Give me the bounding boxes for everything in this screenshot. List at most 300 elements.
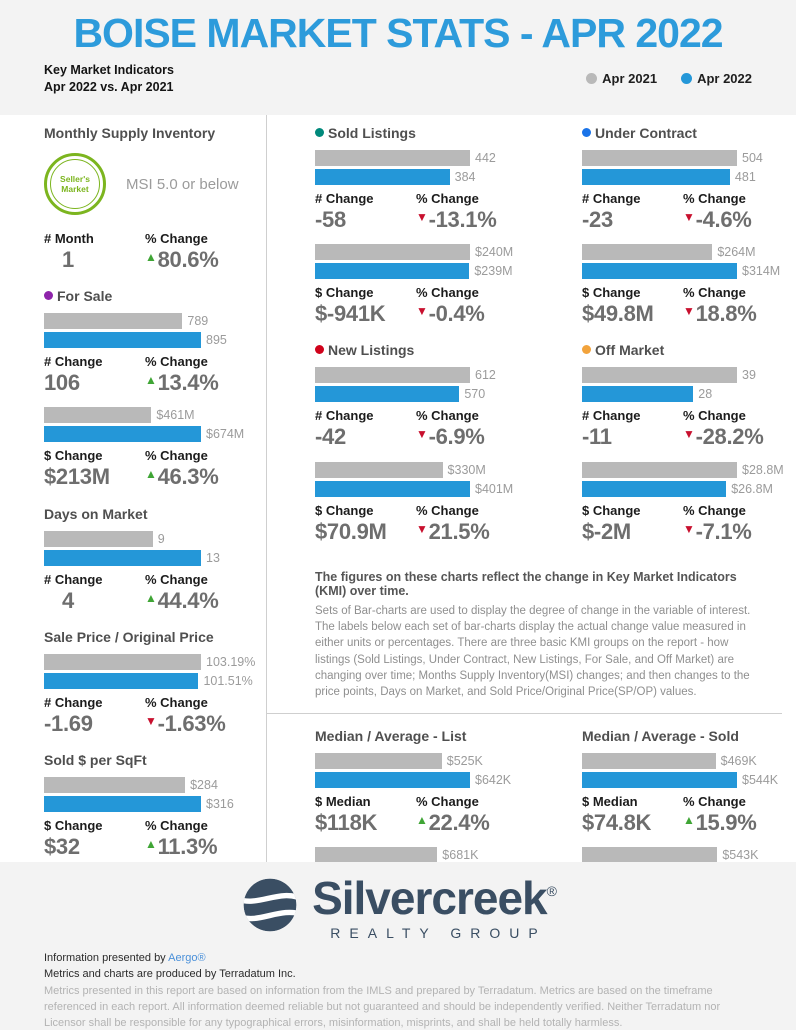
stat-change — [582, 285, 683, 326]
bar-chart — [582, 150, 782, 232]
stat-change — [145, 448, 266, 489]
stat-label: $ Change — [582, 285, 641, 301]
bar-apr-2022 — [582, 772, 737, 788]
bar-apr-2022 — [44, 673, 198, 689]
stat-value — [44, 371, 145, 395]
bar-row — [44, 796, 234, 812]
bar-value-label: $28.8M — [742, 462, 784, 477]
stat-label: # Month — [44, 231, 94, 246]
stat-change — [683, 285, 782, 326]
section-days-on-market — [44, 506, 266, 613]
logo-text-block — [312, 874, 556, 941]
stat-value — [683, 520, 782, 544]
change-arrow-down-icon: ▼ — [145, 713, 157, 728]
stat-value-text: -0.4% — [428, 301, 485, 327]
bar-apr-2022 — [315, 386, 459, 402]
bar-chart — [44, 654, 266, 736]
stat-value — [145, 465, 266, 489]
stat-value-text: -58 — [315, 207, 346, 232]
bar-value-label: $469K — [720, 753, 757, 768]
bar-value-label: $239M — [474, 264, 513, 279]
stat-change — [44, 818, 145, 859]
bar-row — [44, 313, 209, 329]
bar-row — [582, 169, 756, 185]
bar-chart — [582, 847, 782, 862]
stats-row — [44, 572, 266, 613]
change-arrow-down-icon: ▼ — [416, 304, 428, 319]
stat-value-text: -13.1% — [428, 207, 497, 232]
bar-chart — [315, 244, 515, 326]
bar-row — [44, 426, 245, 442]
disclaimer-text: Metrics presented in this report are based on information from the IMLS and prepared by Terradatum. Metrics are based on the timeframe referenced in each report. All information deemed reliable but not guaranteed and should be independently verified. Neither Terradatum nor Licensor shall be responsible for any typographical errors, misinformation, misprints, and shall be held totally harmless. — [44, 985, 721, 1030]
info-presented-line: Information presented by Aergo® — [44, 952, 206, 965]
stat-value-text: $32 — [44, 833, 80, 859]
stats-row — [315, 503, 515, 544]
stat-change — [145, 695, 266, 736]
bar-apr-2021 — [582, 150, 737, 166]
section-title-row — [44, 125, 266, 141]
stat-value — [683, 811, 782, 835]
stat-value — [44, 712, 145, 736]
msi-badge-row — [44, 153, 266, 215]
footer-lines — [44, 951, 752, 1030]
section-title-row — [582, 728, 782, 744]
bar-row — [582, 462, 784, 478]
legend-dot-apr-2022-icon — [681, 73, 692, 84]
bar-row — [315, 481, 514, 497]
bar-apr-2021 — [44, 654, 201, 670]
bar-apr-2022 — [582, 386, 693, 402]
bar-value-label: 13 — [206, 550, 220, 565]
stat-label: # Change — [315, 191, 374, 206]
bar-value-label: $401M — [475, 481, 514, 496]
stat-label: $ Change — [44, 817, 103, 833]
brand-subtitle: REALTY GROUP — [330, 925, 547, 942]
new-listings-dot-icon — [315, 345, 324, 354]
bar-row — [315, 753, 483, 769]
under-contract-dot-icon — [582, 128, 591, 137]
bar-chart — [315, 753, 515, 835]
sellers-market-badge-label — [50, 159, 100, 209]
kmi-row — [44, 62, 752, 96]
stat-value-text: $213M — [44, 464, 110, 490]
stat-value-text: 1 — [62, 247, 74, 272]
stat-value — [315, 302, 416, 326]
section-title: Off Market — [595, 342, 665, 359]
section-off-market — [582, 342, 782, 543]
section-title: For Sale — [57, 288, 113, 305]
bar-row — [315, 772, 512, 788]
section-title: Days on Market — [44, 505, 148, 522]
badge-line2: Market — [61, 184, 89, 194]
bar-row — [44, 654, 256, 670]
bar-row — [315, 244, 514, 260]
stat-change — [416, 285, 515, 326]
bar-value-label: 895 — [206, 333, 227, 348]
stat-value — [582, 811, 683, 835]
brand-name: Silvercreek® — [312, 872, 556, 924]
stat-value-text: -4.6% — [695, 207, 752, 232]
bar-chart — [582, 462, 782, 544]
stat-value — [44, 465, 145, 489]
stat-value — [315, 208, 416, 232]
bar-value-label: 504 — [742, 151, 763, 165]
silvercreek-logo — [44, 874, 752, 941]
stat-value-text: 46.3% — [157, 464, 219, 490]
bar-value-label: $264M — [717, 245, 756, 260]
bar-apr-2022 — [582, 169, 730, 185]
bar-row — [315, 847, 479, 862]
stat-label: % Change — [683, 502, 746, 518]
legend — [586, 71, 752, 86]
stat-change — [44, 572, 145, 613]
change-arrow-up-icon: ▲ — [145, 250, 157, 264]
section-title-row — [315, 728, 515, 744]
stat-value-text: 80.6% — [157, 247, 219, 272]
bar-apr-2022 — [44, 796, 201, 812]
produced-line: Metrics and charts are produced by Terradatum Inc. — [44, 968, 296, 981]
bar-value-label: 789 — [187, 314, 209, 329]
legend-item-apr-2021 — [586, 71, 657, 86]
badge-line1: Seller's — [60, 173, 90, 184]
bar-value-label: $284 — [190, 777, 218, 792]
stat-value — [315, 811, 416, 835]
bar-value-label: $674M — [206, 427, 245, 442]
change-arrow-down-icon: ▼ — [683, 427, 695, 442]
bar-value-label: 9 — [157, 531, 165, 546]
section-title: Sold $ per SqFt — [44, 751, 147, 768]
msi-caption: MSI 5.0 or below — [126, 175, 239, 193]
change-arrow-up-icon: ▲ — [145, 590, 157, 605]
section-new-listings — [315, 342, 515, 543]
bar-chart — [44, 313, 266, 395]
change-arrow-down-icon: ▼ — [683, 304, 695, 319]
section-monthly-supply-inventory — [44, 125, 266, 272]
stat-value-text: 22.4% — [428, 809, 490, 835]
page-title: BOISE MARKET STATS - APR 2022 — [73, 10, 723, 56]
stat-value-text: -1.69 — [44, 710, 93, 736]
bar-apr-2022 — [44, 550, 201, 566]
bottom-chart-grid — [267, 713, 782, 862]
median-list-column — [315, 728, 515, 862]
stats-row — [582, 285, 782, 326]
stat-label: % Change — [145, 817, 208, 833]
bar-apr-2021 — [582, 367, 737, 383]
section-title: Monthly Supply Inventory — [44, 125, 216, 141]
stat-change — [683, 191, 782, 232]
stat-value — [416, 425, 515, 449]
bar-chart — [44, 407, 266, 489]
stat-label: % Change — [416, 793, 479, 809]
stat-value — [416, 302, 515, 326]
stat-value — [683, 425, 782, 449]
for-sale-dot-icon — [44, 291, 53, 300]
section-title-row — [315, 342, 515, 358]
middle-column — [315, 125, 515, 560]
stats-row — [315, 191, 515, 232]
stat-change — [683, 408, 782, 449]
stats-row — [44, 818, 266, 859]
bar-row — [582, 244, 756, 260]
stat-value — [44, 835, 145, 859]
stats-row — [44, 354, 266, 395]
stat-change — [315, 408, 416, 449]
stat-change — [145, 231, 266, 272]
bar-apr-2022 — [582, 481, 726, 497]
section-title-row — [44, 752, 266, 768]
section-median-average-sold — [582, 728, 782, 862]
section-title-row — [315, 125, 515, 141]
section-title-row — [582, 342, 782, 358]
bar-row — [44, 531, 201, 547]
stat-change — [683, 794, 782, 835]
section-title: Median / Average - Sold — [582, 727, 739, 744]
stats-row — [582, 794, 782, 835]
bar-row — [315, 367, 496, 383]
bar-value-label: 103.19% — [206, 654, 256, 669]
stat-change — [44, 448, 145, 489]
change-arrow-up-icon: ▲ — [145, 373, 157, 388]
stat-change — [315, 285, 416, 326]
bar-value-label: $544K — [742, 772, 779, 787]
bar-value-label: $642K — [475, 772, 512, 787]
stat-label: % Change — [683, 191, 746, 206]
bar-value-label: 612 — [475, 368, 496, 383]
bar-value-label: 28 — [698, 387, 713, 402]
stat-value — [582, 425, 683, 449]
stat-value — [582, 302, 683, 326]
bar-row — [582, 753, 757, 769]
bar-value-label: 101.51% — [203, 673, 253, 688]
stat-change — [416, 408, 515, 449]
stat-change — [315, 191, 416, 232]
bar-apr-2021 — [582, 244, 712, 260]
change-arrow-up-icon: ▲ — [145, 467, 157, 482]
section-title-row — [44, 288, 266, 304]
bar-row — [582, 847, 759, 862]
stat-value — [683, 302, 782, 326]
stat-label: % Change — [683, 285, 746, 301]
stat-value — [44, 589, 145, 613]
bar-row — [582, 481, 773, 497]
bar-value-label: $240M — [475, 245, 514, 260]
stat-label: # Change — [44, 694, 103, 710]
bar-chart — [582, 244, 782, 326]
stat-label: % Change — [145, 231, 208, 246]
stat-label: % Change — [416, 285, 479, 301]
stat-value-text: -6.9% — [428, 424, 485, 450]
bar-apr-2022 — [315, 169, 450, 185]
legend-label-apr-2021: Apr 2021 — [602, 71, 658, 87]
bar-row — [44, 332, 227, 348]
description-body: Sets of Bar-charts are used to display the degree of change in the variable of interest. The labels below each set of bar-charts display the actual change value measured in either units or percentages. There are three basic KMI groups on the report - how listings (Sold Listings, Under Contract, New Listings, For Sale, and Off Market) are changing over time; Months Supply Inventory(MSI) changes; and then changes to the price points, Days on Market, and Sold Price/Original Price(SP/OP) values. — [315, 604, 751, 699]
stat-value-text: $70.9M — [315, 518, 387, 544]
bar-chart — [44, 531, 266, 613]
right-column — [582, 125, 782, 560]
stat-value-text: $49.8M — [582, 301, 654, 327]
stat-change — [44, 695, 145, 736]
silvercreek-globe-icon — [240, 875, 300, 940]
stat-value-text: 15.9% — [695, 809, 757, 835]
stat-label: $ Median — [315, 793, 371, 809]
change-arrow-down-icon: ▼ — [416, 427, 428, 442]
bar-chart — [315, 150, 515, 232]
stat-change — [416, 503, 515, 544]
stat-change — [416, 191, 515, 232]
bar-apr-2021 — [582, 753, 716, 769]
kmi-subtitle-line2: Apr 2022 vs. Apr 2021 — [44, 79, 174, 94]
stat-value — [582, 520, 683, 544]
bar-row — [582, 150, 763, 166]
content-area — [0, 115, 796, 862]
stat-value — [44, 248, 145, 272]
bar-value-label: 384 — [454, 170, 476, 184]
stat-change — [582, 191, 683, 232]
bar-row — [582, 367, 756, 383]
stat-label: # Change — [582, 408, 641, 424]
bar-apr-2021 — [315, 753, 442, 769]
section-title: Sale Price / Original Price — [44, 628, 214, 645]
stat-value-text: $-2M — [582, 518, 631, 544]
section-under-contract — [582, 125, 782, 326]
bar-value-label: $314M — [742, 264, 781, 279]
bar-apr-2022 — [315, 481, 470, 497]
bar-apr-2021 — [582, 847, 717, 862]
stat-label: % Change — [683, 408, 746, 424]
description-heading: The figures on these charts reflect the change in Key Market Indicators (KMI) over time. — [315, 569, 737, 598]
stat-change — [416, 794, 515, 835]
bar-value-label: 39 — [742, 368, 756, 383]
bar-value-label: 442 — [475, 151, 496, 165]
stat-value-text: 11.3% — [157, 833, 218, 859]
legend-dot-apr-2021-icon — [586, 73, 597, 84]
bar-chart — [315, 462, 515, 544]
stat-label: # Change — [315, 408, 374, 424]
stats-row — [315, 408, 515, 449]
bar-row — [44, 550, 220, 566]
stat-value — [582, 208, 683, 232]
stat-label: $ Change — [315, 502, 374, 518]
stat-median — [315, 794, 416, 835]
bar-row — [582, 386, 737, 402]
stat-value — [145, 248, 266, 272]
stat-value-text: $118K — [315, 809, 378, 835]
legend-item-apr-2022 — [681, 71, 752, 86]
sellers-market-badge-icon — [44, 153, 106, 215]
kmi-subtitle-line1: Key Market Indicators — [44, 63, 174, 78]
bar-chart — [315, 367, 515, 449]
section-sold-listings — [315, 125, 515, 326]
section-title-row — [44, 506, 266, 522]
stat-value-text: -42 — [315, 424, 346, 450]
bar-row — [315, 169, 476, 185]
stat-label: $ Change — [582, 502, 641, 518]
bar-value-label: $330M — [447, 462, 486, 477]
stat-label: % Change — [145, 354, 208, 370]
bar-chart — [315, 847, 515, 862]
aergo-link[interactable]: Aergo® — [168, 952, 206, 965]
description-block — [315, 570, 753, 701]
stat-label: $ Median — [582, 793, 638, 809]
change-arrow-down-icon: ▼ — [683, 521, 695, 536]
section-title-row — [582, 125, 782, 141]
bar-apr-2021 — [44, 531, 153, 547]
bar-value-label: $681K — [442, 847, 479, 862]
bar-apr-2022 — [44, 426, 201, 442]
stat-label: $ Change — [44, 448, 103, 464]
stat-label: % Change — [145, 448, 208, 464]
stat-value-text: 18.8% — [695, 301, 757, 327]
stat-value-text: -1.63% — [157, 710, 226, 736]
bar-apr-2021 — [315, 367, 470, 383]
stat-value — [145, 371, 266, 395]
bar-chart — [44, 777, 266, 859]
off-market-dot-icon — [582, 345, 591, 354]
section-for-sale — [44, 288, 266, 489]
change-arrow-up-icon: ▲ — [683, 812, 695, 827]
stat-value-text: 44.4% — [157, 587, 219, 613]
stat-value — [315, 520, 416, 544]
stat-value — [416, 520, 515, 544]
right-area — [267, 115, 796, 862]
change-arrow-up-icon: ▲ — [416, 812, 428, 827]
stat-change — [582, 503, 683, 544]
stat-change — [145, 354, 266, 395]
section-title: New Listings — [328, 342, 415, 359]
stat-value — [683, 208, 782, 232]
kmi-subtitle — [44, 62, 174, 96]
stat-value — [145, 835, 266, 859]
stat-value — [145, 589, 266, 613]
bar-row — [315, 263, 513, 279]
bar-apr-2021 — [44, 407, 151, 423]
stat-value-text: 13.4% — [157, 370, 219, 396]
bar-chart — [582, 367, 782, 449]
stat-label: % Change — [683, 793, 746, 809]
stat-value-text: -28.2% — [695, 424, 764, 450]
bar-value-label: $461M — [156, 408, 195, 423]
bar-apr-2022 — [315, 772, 470, 788]
stat-label: # Change — [44, 571, 103, 587]
stat-label: # Change — [582, 191, 641, 206]
bar-value-label: 481 — [734, 170, 756, 184]
bar-value-label: $543K — [722, 847, 759, 862]
bar-value-label: $26.8M — [731, 481, 773, 496]
bar-row — [44, 407, 201, 423]
bar-apr-2021 — [315, 244, 470, 260]
stat-value-text: -7.1% — [695, 518, 752, 544]
stat-label: % Change — [145, 571, 208, 587]
bar-apr-2022 — [315, 263, 469, 279]
stat-label: % Change — [416, 191, 479, 206]
stat-value-text: 106 — [44, 370, 80, 396]
stat-value-text: $-941K — [315, 301, 386, 327]
section-sale-price-original-price — [44, 629, 266, 736]
stat-change — [683, 503, 782, 544]
stat-value-text: -11 — [582, 424, 612, 450]
median-sold-column — [582, 728, 782, 862]
section-median-average-list — [315, 728, 515, 862]
stat-label: % Change — [145, 694, 208, 710]
stat-change — [315, 503, 416, 544]
bar-chart — [582, 753, 782, 835]
change-arrow-down-icon: ▼ — [683, 210, 695, 224]
change-arrow-down-icon: ▼ — [416, 210, 428, 224]
bar-apr-2021 — [582, 462, 737, 478]
stat-value — [416, 208, 515, 232]
bar-apr-2021 — [315, 462, 443, 478]
footer — [0, 862, 796, 1030]
